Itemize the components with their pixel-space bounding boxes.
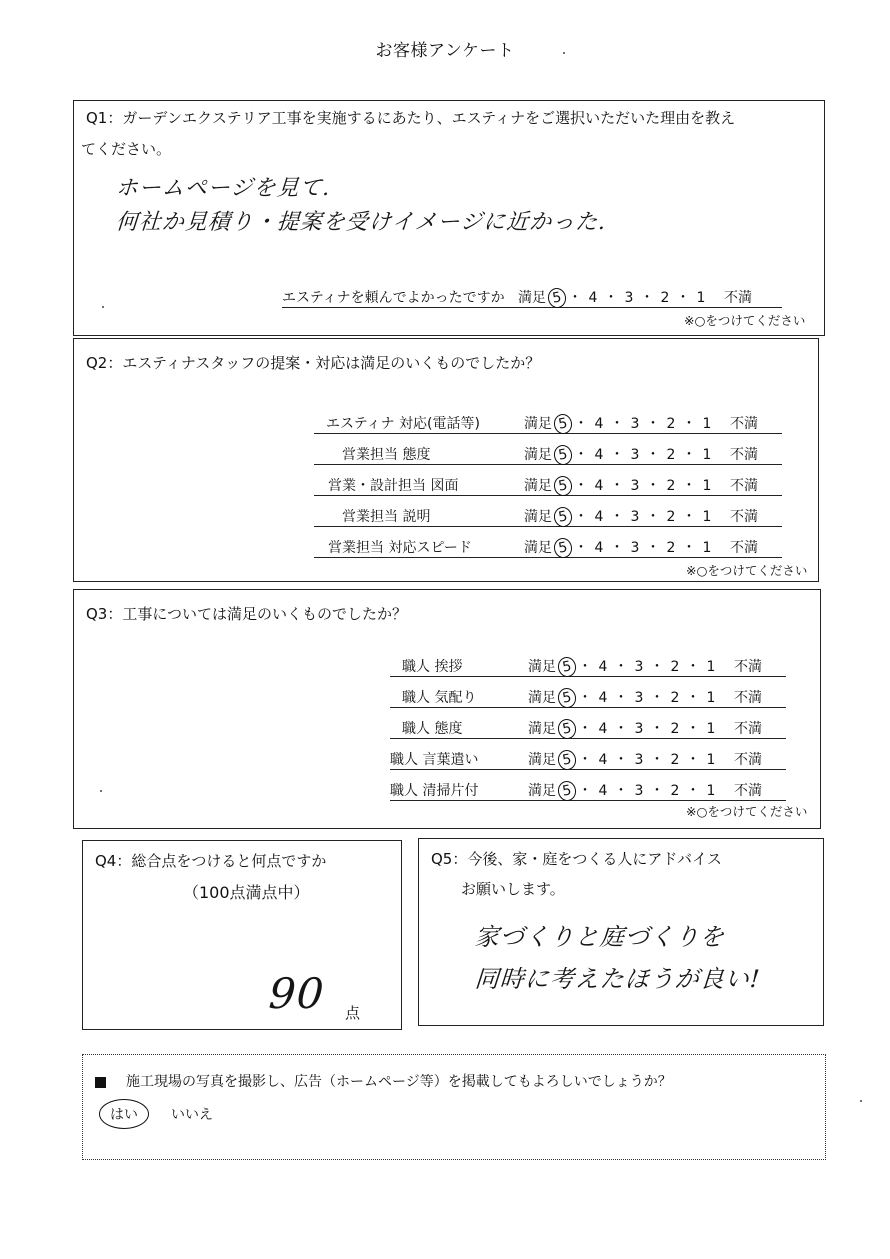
unsatisfied-label: 不満 [724,290,752,306]
rating-option-4[interactable]: 4 [598,659,608,675]
q3-rating-row: 職人 挨拶 満足 5 ・ 4 ・ 3 ・ 2 ・ 1 不満 [390,654,786,677]
rating-option-2[interactable]: 2 [670,752,680,768]
q1-question-line1: Q1：ガーデンエクステリア工事を実施するにあたり、エスティナをご選択いただいた理由を教え [86,109,736,127]
photo-consent-section [82,1054,826,1160]
rating-option-5[interactable]: 5 [556,780,577,803]
rating-option-5[interactable]: 5 [556,687,577,710]
rating-option-3[interactable]: 3 [630,478,640,494]
rating-option-3[interactable]: 3 [634,721,644,737]
circle-instruction-note: ※○をつけてください [684,313,806,328]
q2-rating-row: 営業担当 説明 満足 5 ・ 4 ・ 3 ・ 2 ・ 1 不満 [314,504,782,527]
rating-option-5[interactable]: 5 [556,749,577,772]
rating-option-4[interactable]: 4 [594,478,604,494]
q3-question: Q3：工事については満足のいくものでしたか？ [86,605,408,623]
rating-option-4[interactable]: 4 [594,509,604,525]
q3-rating-row: 職人 態度 満足 5 ・ 4 ・ 3 ・ 2 ・ 1 不満 [390,716,786,739]
rating-option-5[interactable]: 5 [552,506,573,529]
rating-option-3[interactable]: 3 [630,509,640,525]
rating-option-4[interactable]: 4 [594,540,604,556]
rating-option-2[interactable]: 2 [666,509,676,525]
rating-option-5[interactable]: 5 [552,475,573,498]
scan-speck [102,306,104,308]
rating-option-3[interactable]: 3 [634,659,644,675]
rating-option-2[interactable]: 2 [666,540,676,556]
rating-option-1[interactable]: 1 [706,690,716,706]
rating-option-5[interactable]: 5 [556,718,577,741]
scan-speck [860,1100,862,1102]
rating-option-5[interactable]: 5 [552,537,573,560]
q1-question-line2: てください。 [81,140,172,158]
q4-score[interactable]: 90 [267,969,327,1018]
q1-section [73,100,825,336]
scan-speck [100,790,102,792]
rating-option-3[interactable]: 3 [624,290,634,306]
rating-option-1[interactable]: 1 [706,721,716,737]
rating-option-1[interactable]: 1 [706,659,716,675]
scan-speck [563,52,565,54]
rating-option-2[interactable]: 2 [670,783,680,799]
q3-rating-row: 職人 気配り 満足 5 ・ 4 ・ 3 ・ 2 ・ 1 不満 [390,685,786,708]
q5-answer-line2[interactable]: 同時に考えたほうが良い! [473,965,762,993]
satisfied-label: 満足 [518,290,546,306]
q4-section [82,840,402,1030]
rating-option-1[interactable]: 1 [702,447,712,463]
q4-unit: 点 [345,1004,361,1022]
q4-subtitle: （100点満点中） [183,883,310,902]
rating-option-5[interactable]: 5 [556,656,577,679]
rating-scale: 満足 5 ・ 4 ・ 3 ・ 2 ・ 1 不満 [518,287,752,308]
rating-option-3[interactable]: 3 [634,783,644,799]
consent-option-no[interactable]: いいえ [171,1107,213,1123]
rating-option-4[interactable]: 4 [598,752,608,768]
q5-answer-line1[interactable]: 家づくりと庭づくりを [473,923,726,951]
rating-option-5[interactable]: 5 [546,287,567,310]
rating-option-4[interactable]: 4 [598,721,608,737]
circle-instruction-note: ※○をつけてください [686,563,808,578]
rating-option-1[interactable]: 1 [702,478,712,494]
rating-option-1[interactable]: 1 [696,290,706,306]
rating-option-2[interactable]: 2 [670,659,680,675]
q2-rating-row: エスティナ 対応(電話等) 満足 5 ・ 4 ・ 3 ・ 2 ・ 1 不満 [314,411,782,434]
photo-consent-question-row [95,1071,672,1091]
q2-rating-row: 営業・設計担当 図面 満足 5 ・ 4 ・ 3 ・ 2 ・ 1 不満 [314,473,782,496]
rating-option-3[interactable]: 3 [630,447,640,463]
rating-option-1[interactable]: 1 [706,752,716,768]
rating-option-4[interactable]: 4 [598,690,608,706]
q1-rating-row [282,285,782,308]
q1-rating-label: エスティナを頼んでよかったですか [282,290,505,306]
consent-option-yes[interactable]: はい [99,1099,149,1129]
rating-option-2[interactable]: 2 [666,478,676,494]
q2-rating-row: 営業担当 態度 満足 5 ・ 4 ・ 3 ・ 2 ・ 1 不満 [314,442,782,465]
q3-rating-row: 職人 言葉遣い 満足 5 ・ 4 ・ 3 ・ 2 ・ 1 不満 [390,747,786,770]
rating-option-2[interactable]: 2 [666,416,676,432]
q2-section [73,338,819,582]
q1-answer-line1[interactable]: ホームページを見て. [114,176,332,201]
q3-section [73,589,821,829]
q1-answer-line2[interactable]: 何社か見積り・提案を受けイメージに近かった. [114,210,608,235]
rating-option-4[interactable]: 4 [594,416,604,432]
square-bullet-icon [95,1077,106,1088]
photo-consent-question: 施工現場の写真を撮影し、広告（ホームページ等）を掲載してもよろしいでしょうか？ [126,1074,672,1090]
survey-title: お客様アンケート [375,41,515,61]
q3-rating-row: 職人 清掃片付 満足 5 ・ 4 ・ 3 ・ 2 ・ 1 不満 [390,778,786,801]
rating-option-3[interactable]: 3 [630,540,640,556]
rating-option-5[interactable]: 5 [552,413,573,436]
rating-option-1[interactable]: 1 [702,509,712,525]
rating-option-1[interactable]: 1 [706,783,716,799]
q4-question: Q4：総合点をつけると何点ですか [95,852,327,870]
rating-option-4[interactable]: 4 [588,290,598,306]
q2-question: Q2：エスティナスタッフの提案・対応は満足のいくものでしたか？ [86,354,541,372]
rating-option-1[interactable]: 1 [702,540,712,556]
rating-option-3[interactable]: 3 [634,752,644,768]
rating-option-4[interactable]: 4 [598,783,608,799]
q2-rating-row: 営業担当 対応スピード 満足 5 ・ 4 ・ 3 ・ 2 ・ 1 不満 [314,535,782,558]
rating-option-4[interactable]: 4 [594,447,604,463]
rating-option-3[interactable]: 3 [630,416,640,432]
circle-instruction-note: ※○をつけてください [686,804,808,819]
rating-option-2[interactable]: 2 [670,690,680,706]
q5-question-line1: Q5：今後、家・庭をつくる人にアドバイス [431,850,722,868]
rating-option-2[interactable]: 2 [670,721,680,737]
q5-section [418,838,824,1026]
q5-question-line2: お願いします。 [461,880,565,898]
rating-option-2[interactable]: 2 [666,447,676,463]
rating-option-2[interactable]: 2 [660,290,670,306]
rating-option-1[interactable]: 1 [702,416,712,432]
rating-option-3[interactable]: 3 [634,690,644,706]
rating-option-5[interactable]: 5 [552,444,573,467]
